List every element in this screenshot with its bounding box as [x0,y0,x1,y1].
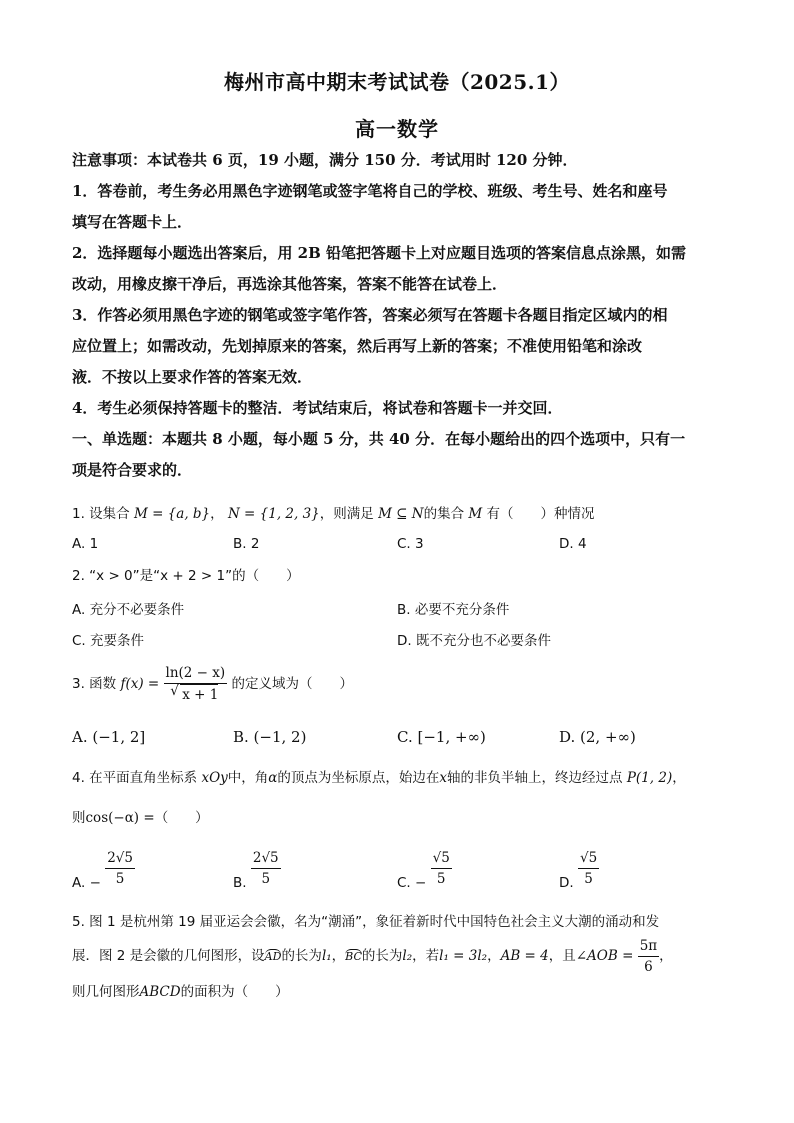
notice-item-3-cont2: 液．不按以上要求作答的答案无效． [72,368,313,386]
section-heading: 一、单选题：本题共 8 小题，每小题 5 分，共 40 分．在每小题给出的四个选项中，只有一 [72,430,686,448]
question-2: 2. “x > 0”是“x + 2 > 1”的（ ） [72,568,300,584]
question-1: 1. 设集合 M = {a, b}， N = {1, 2, 3}，则满足 M ⊆ N的集合 M 有（ ）种情况 [72,506,595,522]
math-point: P(1, 2) [626,770,673,786]
option-c: C. 充要条件 [72,633,145,649]
section-heading-cont: 项是符合要求的． [72,461,193,479]
notice-item-2: 2．选择题每小题选出答案后，用 2B 铅笔把答题卡上对应题目选项的答案信息点涂黑，如需 [72,244,687,262]
question-4-cont: 则cos(−α) =（ ） [72,810,209,826]
page-title: 梅州市高中期末考试试卷（2025.1） [223,70,571,94]
option-d: D. 既不充分也不必要条件 [397,633,551,649]
notice-item-4: 4．考生必须保持答题卡的整洁．考试结束后，将试卷和答题卡一并交回． [72,399,563,417]
math-fraction: $\frac{5\pi}{6}$ [639,937,658,975]
option-b: B. 2 [233,536,260,552]
notice-item-1-cont: 填写在答题卡上． [72,213,193,231]
notice-intro: 注意事项：本试卷共 6 页，19 小题，满分 150 分．考试用时 120 分钟． [72,151,578,169]
option-d: D. 4 [559,536,587,552]
option-a: A. (−1, 2] [72,728,146,746]
question-5-cont: 展．图 2 是会徽的几何图形，设AD的长为l₁，BC的长为l₂，若l₁ = 3l₂，AB = 4，且∠AOB = $\frac{5\pi}{6}$ ， [72,937,673,975]
math-set-m: M = {a, b} [133,506,211,522]
option-d: D. $\frac{√5}{5}$ [559,850,598,891]
question-5: 5. 图 1 是杭州第 19 届亚运会会徽，名为“潮涌”，象征着新时代中国特色社会主义大潮的涌动和发 [72,914,660,930]
page-subtitle: 高一数学 [355,117,439,141]
option-a: A. 充分不必要条件 [72,602,185,618]
math-set-n: N = {1, 2, 3} [227,506,320,522]
question-4-options [72,848,732,894]
option-c: C. 3 [397,536,424,552]
notice-item-2-cont: 改动，用橡皮擦干净后，再选涂其他答案，答案不能答在试卷上． [72,275,508,293]
math-fraction: ln(2 − x) √ x + 1 [164,663,228,705]
math-function: f(x) = [120,676,160,692]
math-arc-bc: BC [345,950,362,963]
option-c: C. − $\frac{√5}{5}$ [397,850,450,891]
option-b: B. 必要不充分条件 [397,602,510,618]
option-b: B. (−1, 2) [233,728,307,746]
option-d: D. (2, +∞) [559,728,636,746]
notice-item-3-cont: 应位置上；如需改动，先划掉原来的答案，然后再写上新的答案；不准使用铅笔和涂改 [72,337,643,355]
question-5-cont2: 则几何图形ABCD的面积为（ ） [72,984,289,1000]
math-subset: M ⊆ N [378,506,424,522]
math-cos: cos(−α) = [85,810,155,826]
option-a: A. − $\frac{2√5}{5}$ [72,850,133,891]
option-a: A. 1 [72,536,99,552]
notice-item-3: 3．作答必须用黑色字迹的钢笔或签字笔作答，答案必须写在答题卡各题目指定区域内的相 [72,306,668,324]
question-3: 3. 函数 f(x) = ln(2 − x) √ x + 1 的定义域为（ ） [72,662,732,706]
question-4: 4. 在平面直角坐标系 xOy中，角α的顶点为坐标原点，始边在x轴的非负半轴上，终边经过点 P(1, 2)， [72,770,686,786]
notice-block [72,145,732,486]
math-arc-ad: AD [264,950,282,963]
option-b: B. $\frac{2√5}{5}$ [233,850,279,891]
option-c: C. [−1, +∞) [397,728,486,746]
notice-item-1: 1．答卷前，考生务必用黑色字迹钢笔或签字笔将自己的学校、班级、考生号、姓名和座号 [72,182,668,200]
